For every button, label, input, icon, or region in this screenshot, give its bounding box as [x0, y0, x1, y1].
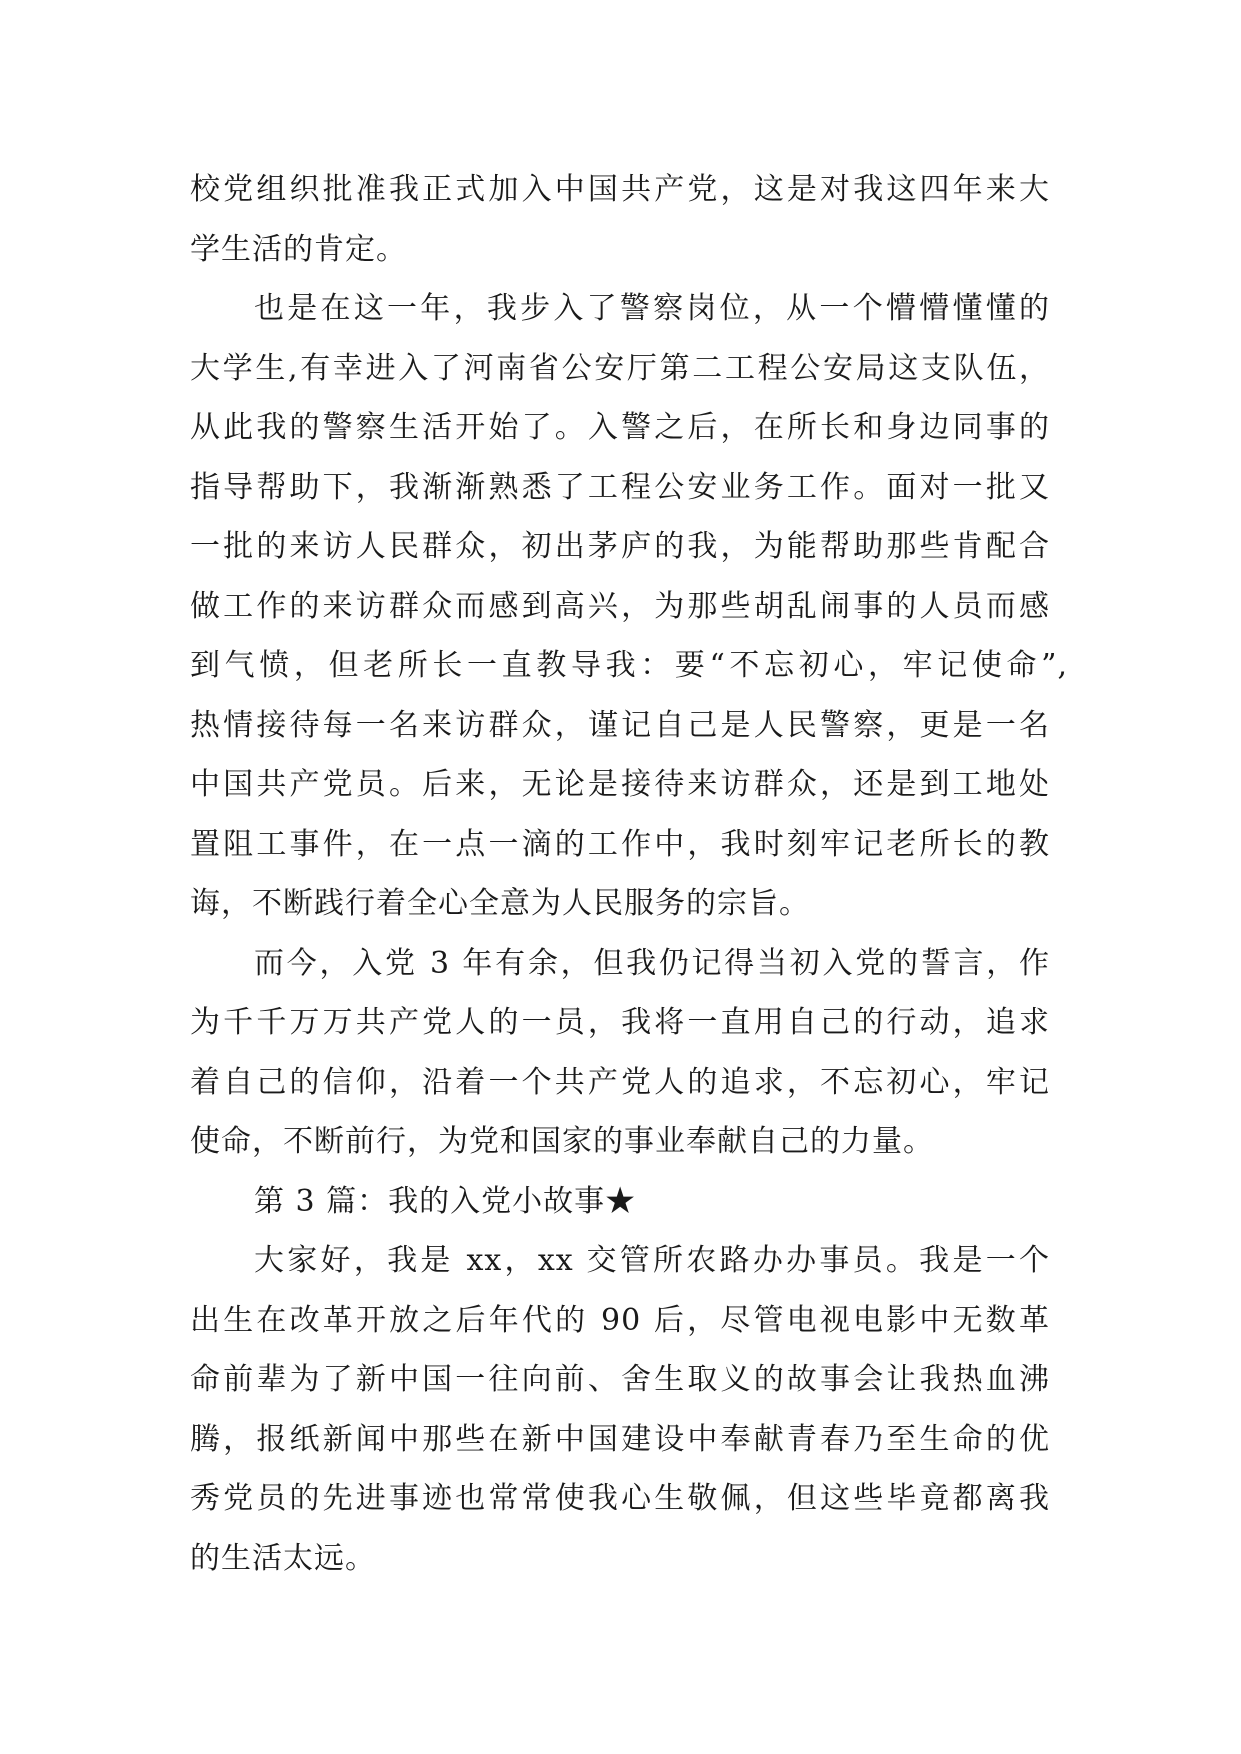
paragraph-start-line: 也是在这一年，我步入了警察岗位，从一个懵懵懂懂的 — [254, 291, 1050, 326]
text-line: 学生活的肯定。 — [190, 231, 407, 267]
text-line: 做工作的来访群众而感到高兴，为那些胡乱闹事的人员而感 — [190, 588, 1050, 624]
text-line: 着自己的信仰，沿着一个共产党人的追求，不忘初心，牢记 — [190, 1064, 1050, 1100]
text-line: 校党组织批准我正式加入中国共产党，这是对我这四年来大 — [190, 172, 1050, 207]
text-line: 腾，报纸新闻中那些在新中国建设中奉献青春乃至生命的优 — [190, 1421, 1050, 1457]
text-line: 的生活太远。 — [190, 1540, 376, 1576]
text-line: 到气愤，但老所长一直教导我：要“不忘初心，牢记使命”, — [190, 648, 1068, 683]
paragraph-start-line: 而今，入党 3 年有余，但我仍记得当初入党的誓言，作 — [254, 945, 1050, 981]
text-line: 指导帮助下，我渐渐熟悉了工程公安业务工作。面对一批又 — [190, 469, 1050, 505]
paragraph-start-line: 大家好，我是 xx，xx 交管所农路办办事员。我是一个 — [254, 1243, 1050, 1278]
text-line: 从此我的警察生活开始了。入警之后，在所长和身边同事的 — [190, 410, 1050, 445]
text-line: 出生在改革开放之后年代的 90 后，尽管电视电影中无数革 — [190, 1302, 1050, 1338]
text-line: 命前辈为了新中国一往向前、舍生取义的故事会让我热血沸 — [190, 1362, 1050, 1397]
text-line: 置阻工事件，在一点一滴的工作中，我时刻牢记老所长的教 — [190, 826, 1050, 862]
text-line: 中国共产党员。后来，无论是接待来访群众，还是到工地处 — [190, 767, 1050, 802]
text-line: 热情接待每一名来访群众，谨记自己是人民警察，更是一名 — [190, 707, 1050, 743]
section-heading: 第 3 篇：我的入党小故事★ — [254, 1183, 637, 1219]
text-line: 为千千万万共产党人的一员，我将一直用自己的行动，追求 — [190, 1005, 1050, 1040]
text-line: 使命，不断前行，为党和国家的事业奉献自己的力量。 — [190, 1124, 934, 1159]
text-line: 大学生,有幸进入了河南省公安厅第二工程公安局这支队伍， — [190, 350, 1050, 386]
text-line: 一批的来访人民群众，初出茅庐的我，为能帮助那些肯配合 — [190, 529, 1050, 564]
document-body — [190, 160, 1068, 1588]
text-line: 诲，不断践行着全心全意为人民服务的宗旨。 — [190, 886, 810, 921]
text-line: 秀党员的先进事迹也常常使我心生敬佩，但这些毕竟都离我 — [190, 1481, 1050, 1516]
